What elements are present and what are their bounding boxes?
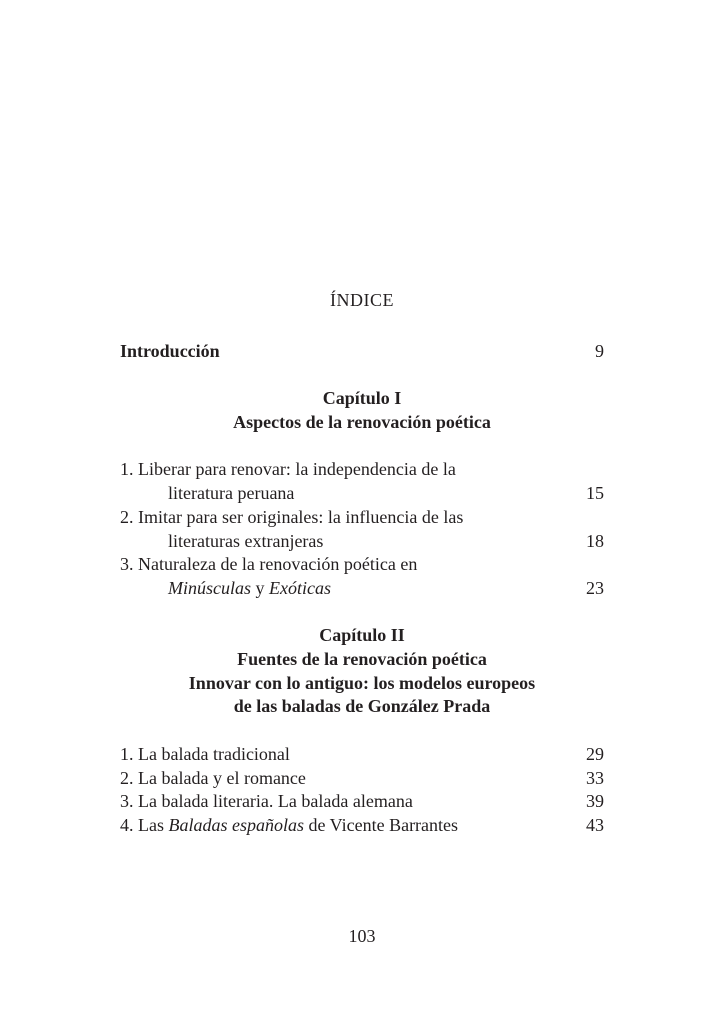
toc-entry-italic-title: Exóticas [269,578,331,598]
toc-entry-text-part: 4. Las [120,815,169,835]
toc-entry-1-3-line1[interactable] [120,552,604,576]
toc-entry-text [168,576,331,600]
toc-entry-2-4[interactable] [120,813,604,837]
toc-entry-connector: y [251,578,269,598]
chapter-2-label: Capítulo II [319,625,405,645]
toc-entry-1-1-line1[interactable] [120,457,604,481]
toc-entry-1-2-line1[interactable] [120,505,604,529]
toc-entry-text: 2. La balada y el romance [120,768,306,788]
chapter-1-subtitle: Aspectos de la renovación poética [233,412,491,432]
page-title: ÍNDICE [330,290,394,310]
toc-entry-2-2[interactable] [120,766,604,790]
toc-entry-text: 2. Imitar para ser originales: la influencia de las [120,507,464,527]
toc-page-number: 23 [586,578,604,598]
toc-entry-2-1[interactable] [120,742,604,766]
toc-page-number: 33 [586,768,604,788]
toc-page-number: 18 [586,531,604,551]
chapter-2-subtitle: Innovar con lo antiguo: los modelos europeos [188,673,536,693]
toc-page-number: 29 [586,744,604,764]
toc-entry-italic-title: Baladas españolas [168,815,305,835]
toc-page-number: 9 [595,341,604,361]
toc-entry-text: 1. La balada tradicional [120,744,290,764]
toc-page-number: 39 [586,791,604,811]
toc-entry-text [120,813,458,837]
toc-entry-italic-title: Minúsculas [168,578,251,598]
page-number: 103 [348,926,376,946]
toc-entry-text: literaturas extranjeras [168,531,324,551]
toc-entry-1-1-line2[interactable] [120,481,604,505]
toc-entry-text: 3. La balada literaria. La balada alemana [120,791,413,811]
chapter-2-subtitle: de las baladas de González Prada [233,696,491,716]
toc-entry-1-3-line2[interactable] [120,576,604,600]
toc-entry-1-2-line2[interactable] [120,529,604,553]
toc-entry-introduction[interactable] [120,339,604,363]
toc-entry-text: 1. Liberar para renovar: la independencia de la [120,459,456,479]
toc-entry-text: 3. Naturaleza de la renovación poética en [120,554,418,574]
chapter-2-subtitle: Fuentes de la renovación poética [237,649,487,669]
toc-page-number: 43 [586,815,604,835]
toc-entry-text-part: de Vicente Barrantes [304,815,459,835]
toc-entry-text: literatura peruana [168,483,295,503]
toc-page-number: 15 [586,483,604,503]
toc-entry-2-3[interactable] [120,789,604,813]
chapter-1-label: Capítulo I [322,388,402,408]
toc-entry-title: Introducción [120,341,220,361]
